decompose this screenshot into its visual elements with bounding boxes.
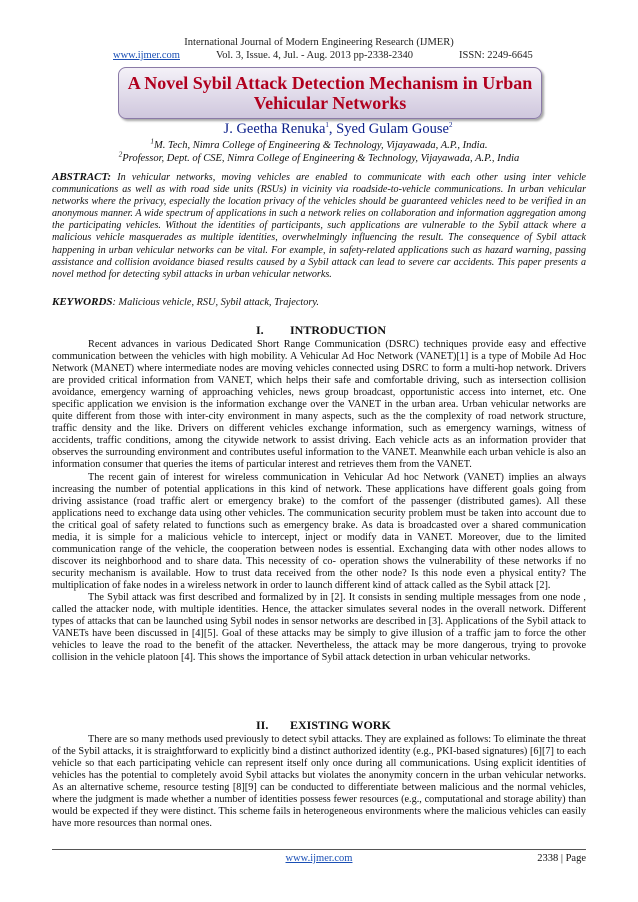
issn: ISSN: 2249-6645	[459, 50, 533, 61]
footer-website-link[interactable]: www.ijmer.com	[285, 853, 353, 864]
journal-name: International Journal of Modern Engineering Research (IJMER)	[184, 37, 454, 48]
abstract-text: In vehicular networks, moving vehicles are enabled to communicate with each other using inter vehicle communications as well as with road side units (RSUs) in vicinity via roadside-to-vehicle communications. In urban vehicular networks where the privacy, especially the location privacy of the vehicles should be guaranteed vehicles need to be verified in an anonymous manner. A wide spectrum of applications in such a network relies on collaboration and information aggregation among the participating vehicles. Without the identities of participants, such applications are vulnerable to the Sybil attack where a malicious vehicle masquerades as multiple identities, overwhelmingly influencing the result. The consequence of Sybil attack happening in urban vehicular networks can be vital. For example, in safety-related applications such as hazard warning, passing assistance and collision avoidance biased results caused by a Sybil attack can lead to severe car accidents. This paper presents a novel method for detecting sybil attacks in urban vehicular networks.	[52, 172, 586, 280]
affiliation-2: $^2$Professor, Dept. of CSE, Nimra College of Engineering & Technology, Vijayawada, A.P., India	[118, 150, 520, 164]
paragraph: Recent advances in various Dedicated Short Range Communication (DSRC) techniques provide easy and effective communication between the vehicles with high mobility. A Vehicular Ad Hoc Network (VANET)[1] is a type of Mobile Ad Hoc Network (MANET) where intermediate nodes are moving vehicles connected using DSRC to form a multi-hop network. Drivers are provided critical information from VANET, which helps their safe and comfortable driving, such as intersection collision avoidance, emergency warning of approaching vehicles, news group broadcast, opportunistic access into internet, etc. One specific application we envision is the information exchange over the VANET in the urban area. Urban vehicular networks are quite different from those with inter-city environment in many aspects, such as the the complexity of road network structure, traffic density and the like. Drivers on different vehicles exchange information, such as emergency warnings, witness of accidents, traffic conditions, among the citywide network to assist driving. Each vehicle acts as an information provider that observes the surrounding environment and contributes useful information to the VANET. Meanwhile each urban vehicle is also an information consumer that queries the items of particular interest and retrieves them from the VANET.	[52, 339, 586, 471]
author-2: Syed Gulam Gouse	[336, 121, 449, 137]
existing-work-body	[52, 734, 586, 830]
keywords-label: KEYWORDS	[52, 296, 113, 308]
author-list: J. Geetha Renuka$^1$, Syed Gulam Gouse$^2$	[223, 121, 453, 137]
volume-info: Vol. 3, Issue. 4, Jul. - Aug. 2013 pp-2338-2340	[216, 50, 413, 61]
paragraph: The recent gain of interest for wireless communication in Vehicular Ad hoc Network (VANET) implies an always increasing the number of potential applications in this kind of network. These applications have different goals going from driving assistance (road traffic alert or emergency brake) to the comfort of the passenger (distributed games). All these applications need to exchange data using other vehicles. The communication security problem must be taken into account due to the critical goal of safety related to functions such as emergency brake. As data is broadcasted over a shared communication media, it is simple for a malicious vehicle to intercept, inject or modify data in VANET. Moreover, due to the limited communication range of the vehicle, the cooperation between nodes is essential. Exchanging data with other nodes allows to discover its neighborhood and to share data. This necessity of co- operation shows the vulnerability of these networks if no security mechanism is available. How to trust data received from the other node? Is this node even a physical entity? The multiplication of fake nodes in a wireless network in order to launch different kind of attack called as the Sybil attack [2].	[52, 471, 586, 591]
page-number: 2338 | Page	[537, 853, 586, 864]
journal-website-link[interactable]: www.ijmer.com	[113, 50, 180, 61]
keywords	[52, 296, 586, 309]
abstract	[52, 171, 586, 281]
paragraph: The Sybil attack was first described and formalized by in [2]. It consists in sending multiple messages from one node , called the attacker node, with multiple identities. Hence, the attacker simulates several nodes in the overall network. Different types of attacks that can be launched using Sybil nodes in sensor networks are described in [3]. Applications of the Sybil attack to VANETs have been discussed in [4][5]. Goal of these attacks may be simply to give illusion of a traffic jam to force the other vehicles to leave the road to the benefit of the attacker. Nevertheless, the attack may be more dangerous, trying to provoke collision in the vehicle platoon [4]. This shows the importance of Sybil attack detection in urban vehicular networks.	[52, 591, 586, 664]
footer-divider	[52, 849, 586, 850]
introduction-body	[52, 339, 586, 664]
title-banner	[118, 67, 542, 119]
paragraph: There are so many methods used previously to detect sybil attacks. They are explained as follows: To eliminate the threat of the Sybil attacks, it is straightforward to explicitly bind a distinct authorized identity (e.g., PKI-based signatures) [6][7] to each vehicle so that each participating vehicle can represent itself only once during all communications. Using explicit identities of vehicles has the potential to completely avoid Sybil attacks but violates the anonymity concern in the urban vehicular networks. As an alternative scheme, resource testing [8][9] can be conducted to differentiate between malicious and the normal vehicles, where the judgment is made whether a number of identities possess fewer resources (e.g., computational and storage ability) than would be expected if they were distinct. This scheme fails in heterogeneous environments where the malicious vehicles can easily have more resources than normal ones.	[52, 734, 586, 830]
affiliation-1: $^1$M. Tech, Nimra College of Engineering & Technology, Vijayawada, A.P., India.	[150, 137, 488, 151]
paper-title: A Novel Sybil Attack Detection Mechanism in Urban Vehicular Networks	[127, 73, 533, 113]
abstract-label: ABSTRACT:	[52, 171, 112, 183]
keywords-text: : Malicious vehicle, RSU, Sybil attack, Trajectory.	[112, 297, 319, 308]
paper-page: International Journal of Modern Engineering Research (IJMER) www.ijmer.com Vol. 3, Issue. 4, Jul. - Aug. 2013 pp-2338-2340 ISSN: 2249-6645 A Novel Sybil Attack Detection Mechanism in Urban Vehicular Networks J. Geetha Renuka$^1$, Syed Gulam Gouse$^2$ $^1$M. Tech, Nimra College of Engineering & Technology, Vijayawada, A.P., India. $^2$Professor, Dept. of CSE, Nimra College of Engineering & Technology, Vijayawada, A.P., India ABSTRACT: In vehicular networks, moving vehicles are enabled to communicate with each other using inter vehicle communications as well as with road side units (RSUs) in vicinity via roadside-to-vehicle communications. In urban vehicular networks where the privacy, especially the location privacy of the vehicles should be guaranteed vehicles need to be verified in an anonymous manner. A wide spectrum of applications in such a network relies on collaboration and information aggregation among the participating vehicles. Without the identities of participants, such applications are vulnerable to the Sybil attack where a malicious vehicle masquerades as multiple identities, overwhelmingly influencing the result. The consequence of Sybil attack happening in urban vehicular networks can be vital. For example, in safety-related applications such as hazard warning, passing assistance and collision avoidance biased results caused by a Sybil attack can lead to severe car accidents. This paper presents a novel method for detecting sybil attacks in urban vehicular networks. KEYWORDS: Malicious vehicle, RSU, Sybil attack, Trajectory. I. INTRODUCTION Recent advances in various Dedicated Short Range Communication (DSRC) techniques provide easy and effective communication between the vehicles with high mobility. A Vehicular Ad Hoc Network (VANET)[1] is a type of Mobile Ad Hoc Network (MANET) where intermediate nodes are moving vehicles connected using DSRC to form a multi-hop network. Drivers are provided critical information from VANET, which helps their safe and comfortable driving, such as intersection collision avoidance, emergency warning of approaching vehicles, news group broadcast, opportunistic access into internet, etc. One specific application we envision is the information exchange over the VANET in the urban area. Urban vehicular networks are quite different from those with inter-city environment in many aspects, such as the the complexity of road network structure, traffic density and the like. Drivers on different vehicles exchange information, such as emergency warnings, witness of accidents, traffic conditions, among the citywide network to assist driving. Each vehicle acts as an information provider that observes the surrounding environment and contributes useful information to the VANET. Meanwhile each urban vehicle is also an information consumer that queries the items of particular interest and retrieves them from the VANET. The recent gain of interest for wireless communication in Vehicular Ad hoc Network (VANET) implies an always increasing the number of potential applications in this kind of network. These applications have different goals going from driving assistance (road traffic alert or emergency brake) to the comfort of the passenger (distributed games). All these applications need to exchange data using other vehicles. The communication security problem must be taken into account due to the critical goal of safety related to functions such as emergency brake. As data is broadcasted over a shared communication media, it is simple for a malicious vehicle to intercept, inject or modify data in VANET. Moreover, due to the limited communication range of the vehicle, the cooperation between nodes is essential. Exchanging data with other nodes allows to discover its neighborhood and to share data. This necessity of co- operation shows the vulnerability of these networks if no security mechanism is available. How to trust data received from the other node? Is this node even a physical entity? The multiplication of fake nodes in a wireless network in order to launch different kind of attack called as the Sybil attack [2]. The Sybil attack was first described and formalized by in [2]. It consists in sending multiple messages from one node , called the attacker node, with multiple identities. Hence, the attacker simulates several nodes in the overall network. Different types of attacks that can be launched using Sybil nodes in sensor networks are described in [3]. Applications of the Sybil attack to VANETs have been discussed in [4][5]. Goal of these attacks may be simply to give illusion of a traffic jam to force the other vehicles to leave the road to the benefit of the attacker. Nevertheless, the attack may be more dangerous, trying to provoke collision in the vehicle platoon [4]. This shows the importance of Sybil attack detection in urban vehicular networks. II. EXISTING WORK There are so many methods used previously to detect sybil attacks. They are explained as follows: To eliminate the threat of the Sybil attacks, it is straightforward to explicitly bind a distinct authorized identity (e.g., PKI-based signatures) [6][7] to each vehicle so that each participating vehicle can represent itself only once during all communications. Using explicit identities of vehicles has the potential to completely avoid Sybil attacks but violates the anonymity concern in the urban vehicular networks. As an alternative scheme, resource testing [8][9] can be conducted to differentiate between malicious and the normal vehicles, where the judgment is made whether a number of identities possess fewer resources (e.g., computational and storage ability) than would be expected if they were distinct. This scheme fails in heterogeneous environments where the malicious vehicles can easily have more resources than normal ones. www.ijmer.com 2338 | Page	[0, 0, 638, 902]
author-1: J. Geetha Renuka	[223, 121, 326, 137]
